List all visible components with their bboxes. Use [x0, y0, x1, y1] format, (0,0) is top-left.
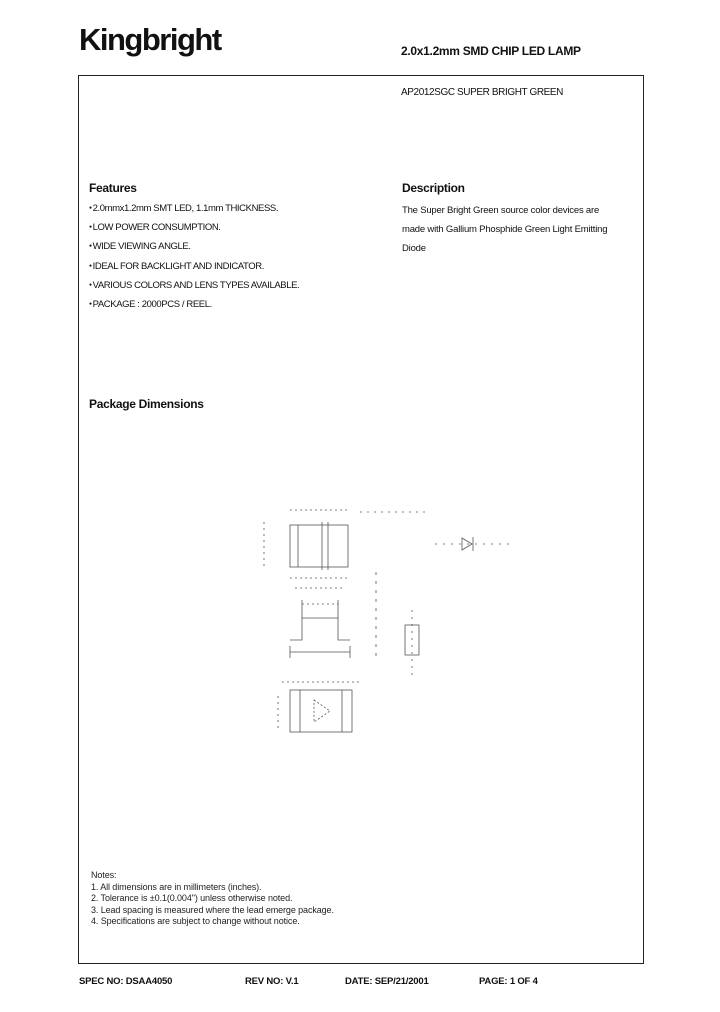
- package-dimensions-drawing: [250, 500, 530, 740]
- note-item: 4. Specifications are subject to change without notice.: [91, 916, 300, 926]
- note-item: 1. All dimensions are in millimeters (inches).: [91, 881, 262, 892]
- footer-date: DATE: SEP/21/2001: [345, 976, 429, 987]
- note-item: 2. Tolerance is ±0.1(0.004") unless otherwise noted.: [91, 893, 293, 903]
- company-logo: Kingbright: [79, 22, 221, 57]
- feature-item: ● PACKAGE : 2000PCS / REEL.: [89, 299, 299, 318]
- package-dimensions-heading: Package Dimensions: [89, 397, 204, 411]
- footer-page: PAGE: 1 OF 4: [479, 976, 538, 987]
- description-text: The Super Bright Green source color devices are made with Gallium Phosphide Green Light Emitting Diode: [402, 205, 608, 254]
- feature-item: ● 2.0mmx1.2mm SMT LED, 1.1mm THICKNESS.: [89, 203, 299, 222]
- notes-list: [91, 882, 334, 928]
- document-title: 2.0x1.2mm SMD CHIP LED LAMP: [401, 44, 581, 58]
- features-heading: Features: [89, 181, 137, 195]
- description-heading: Description: [402, 181, 465, 195]
- part-number-title: AP2012SGC SUPER BRIGHT GREEN: [401, 87, 564, 98]
- feature-item: ● IDEAL FOR BACKLIGHT AND INDICATOR.: [89, 261, 299, 280]
- notes-block: [91, 870, 334, 928]
- note-item: 3. Lead spacing is measured where the lead emerge package.: [91, 904, 334, 915]
- features-list: [89, 203, 299, 318]
- feature-item: ● WIDE VIEWING ANGLE.: [89, 241, 299, 260]
- notes-title: Notes:: [91, 870, 117, 880]
- footer-spec-number: SPEC NO: DSAA4050: [79, 976, 173, 987]
- feature-item: ● LOW POWER CONSUMPTION.: [89, 222, 299, 241]
- feature-item: ● VARIOUS COLORS AND LENS TYPES AVAILABLE.: [89, 280, 299, 299]
- footer-revision: REV NO: V.1: [245, 976, 299, 987]
